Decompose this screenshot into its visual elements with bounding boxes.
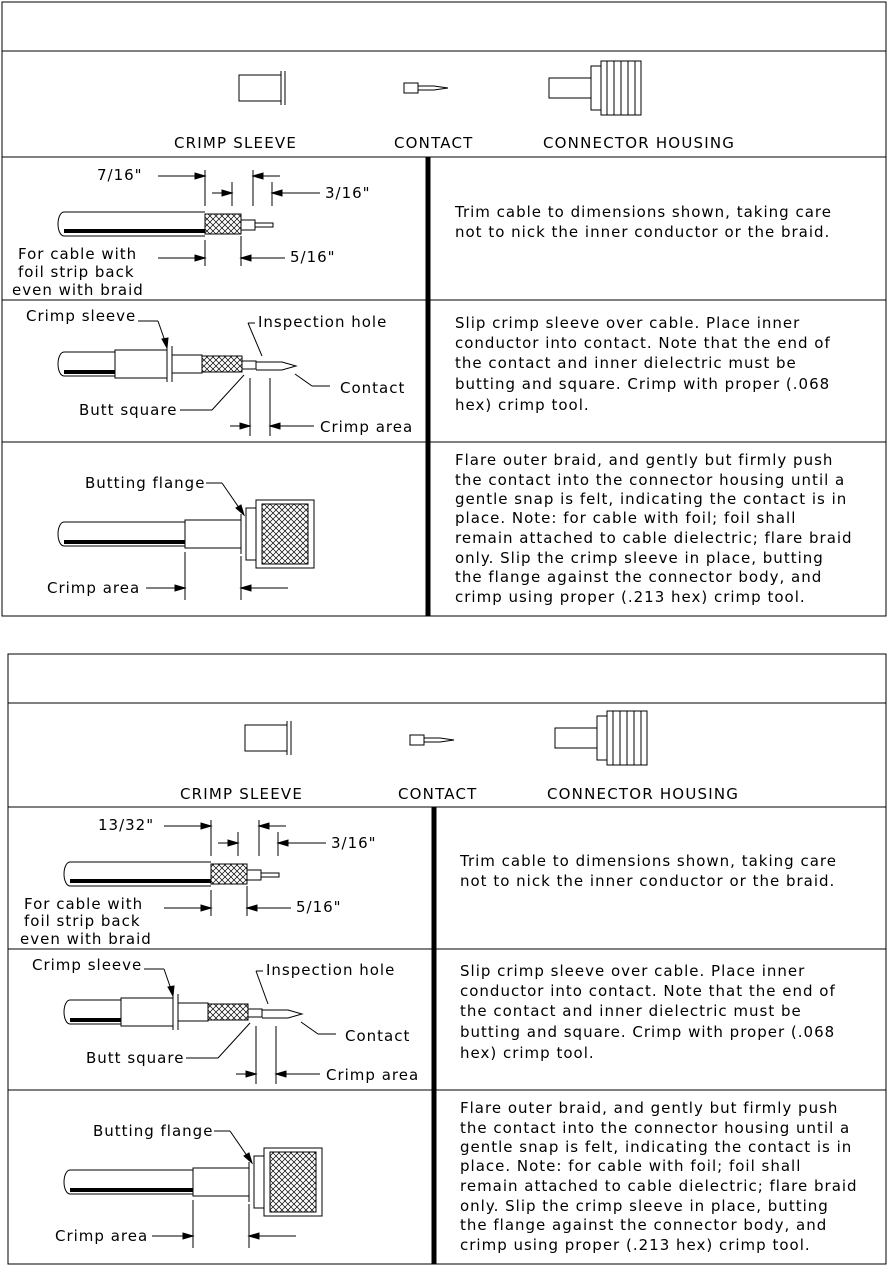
- contact-label: CONTACT: [394, 134, 474, 152]
- connector-housing-icon: [549, 61, 641, 115]
- step3-instruction: Flare outer braid, and gently but firmly push the contact into the connector housing until a gentle snap is felt, indicating the contact is in place. Note: for cable with foil; foil shall remain attached to cable dielectric; flare braid only. Slip the crimp sleeve in place, butting the flange against the connector body, and crimp using proper (.213 hex) crimp tool.: [455, 451, 853, 606]
- label-butt-square: Butt square: [79, 401, 178, 419]
- foil-note-line3: even with braid: [12, 281, 144, 299]
- label-crimp-sleeve: Crimp sleeve: [32, 956, 143, 974]
- foil-note-line3: even with braid: [20, 930, 152, 948]
- contact-icon: [410, 735, 454, 745]
- dim-braid-strip: 13/32": [98, 816, 155, 834]
- contact-icon: [404, 83, 448, 93]
- foil-note-line1: For cable with: [24, 895, 144, 913]
- crimp-sleeve-icon: [239, 71, 285, 105]
- dim-foil-strip: 5/16": [296, 898, 342, 916]
- label-crimp-area-final: Crimp area: [47, 579, 141, 597]
- step1-instruction: Trim cable to dimensions shown, taking care not to nick the inner conductor or the braid.: [460, 852, 837, 890]
- label-crimp-area-final: Crimp area: [55, 1227, 149, 1245]
- stripped-cable-drawing: [64, 862, 279, 886]
- label-butting-flange: Butting flange: [93, 1122, 214, 1140]
- dim-pin-strip: 3/16": [331, 834, 377, 852]
- label-contact: Contact: [345, 1027, 411, 1045]
- assembly-panel-1: [0, 0, 892, 620]
- step2-instruction: Slip crimp sleeve over cable. Place inner conductor into contact. Note that the end of the contact and inner dielectric must be butting and square. Crimp with proper (.068 hex) crimp tool.: [460, 962, 836, 1062]
- crimp-sleeve-icon: [245, 721, 291, 755]
- connector-housing-icon: [555, 711, 647, 765]
- dim-braid-strip: 7/16": [97, 166, 143, 184]
- foil-note-line1: For cable with: [18, 245, 138, 263]
- dim-foil-strip: 5/16": [290, 248, 336, 266]
- connector-housing-label: CONNECTOR HOUSING: [547, 785, 740, 803]
- label-crimp-area: Crimp area: [320, 418, 414, 436]
- crimp-sleeve-label: CRIMP SLEEVE: [180, 785, 304, 803]
- assembly-panel-2: [0, 652, 892, 1268]
- label-butting-flange: Butting flange: [85, 474, 206, 492]
- label-contact: Contact: [340, 379, 406, 397]
- crimp-sleeve-label: CRIMP SLEEVE: [174, 134, 298, 152]
- foil-note-line2: foil strip back: [24, 912, 141, 930]
- stripped-cable-drawing: [58, 212, 273, 236]
- step1-instruction: Trim cable to dimensions shown, taking care not to nick the inner conductor or the braid.: [455, 203, 832, 241]
- final-assembly-drawing: [58, 500, 314, 568]
- dim-pin-strip: 3/16": [325, 184, 371, 202]
- connector-housing-label: CONNECTOR HOUSING: [543, 134, 736, 152]
- foil-note-line2: foil strip back: [18, 263, 135, 281]
- label-crimp-sleeve: Crimp sleeve: [26, 307, 137, 325]
- step2-instruction: Slip crimp sleeve over cable. Place inner conductor into contact. Note that the end of the contact and inner dielectric must be butting and square. Crimp with proper (.068 hex) crimp tool.: [455, 314, 831, 414]
- label-crimp-area: Crimp area: [326, 1066, 420, 1084]
- label-butt-square: Butt square: [86, 1049, 185, 1067]
- contact-label: CONTACT: [398, 785, 478, 803]
- label-inspection-hole: Inspection hole: [258, 313, 388, 331]
- label-inspection-hole: Inspection hole: [266, 961, 396, 979]
- step3-instruction: Flare outer braid, and gently but firmly push the contact into the connector housing until a gentle snap is felt, indicating the contact is in place. Note: for cable with foil; foil shall remain attached to cable dielectric; flare braid only. Slip the crimp sleeve in place, butting the flange against the connector body, and crimp using proper (.213 hex) crimp tool.: [460, 1099, 858, 1254]
